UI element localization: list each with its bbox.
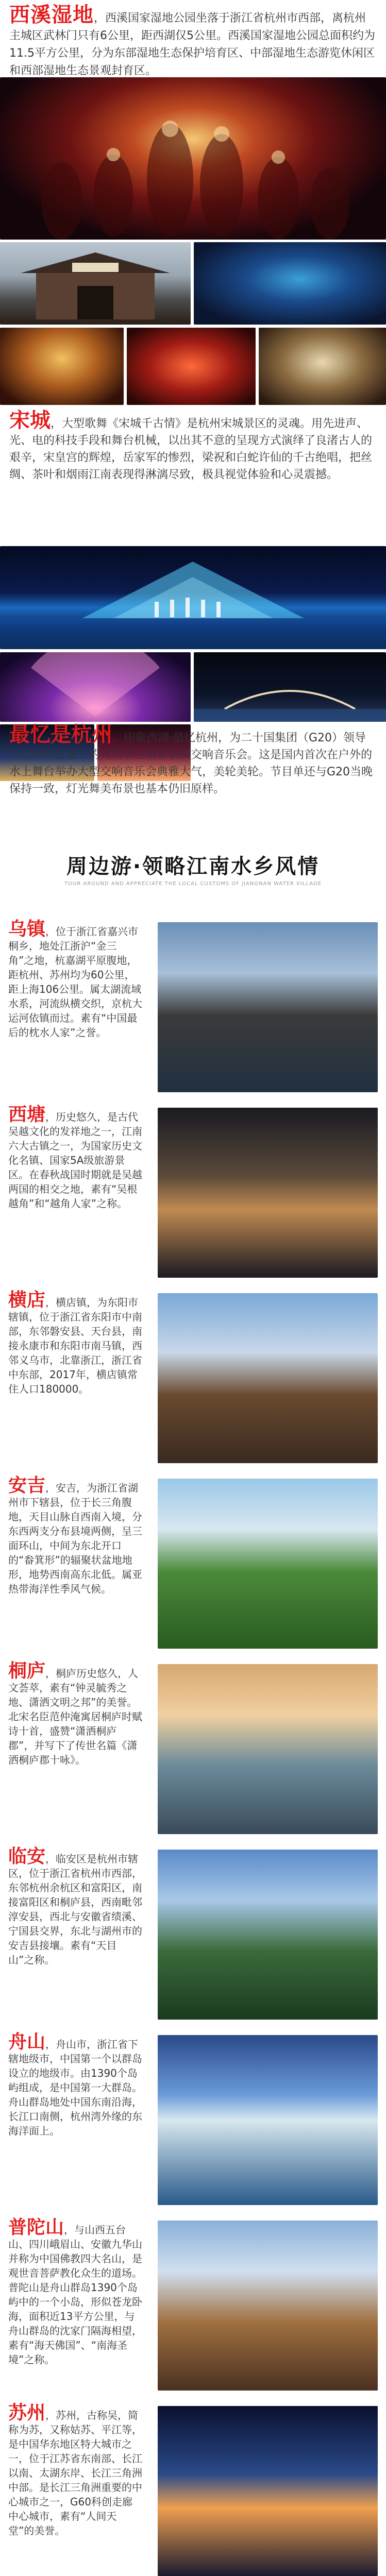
destination-item	[8, 1846, 378, 2025]
destination-text	[8, 1475, 142, 1596]
songcheng-title: 宋城	[9, 409, 51, 432]
destination-photo	[158, 922, 378, 1092]
destination-photo	[158, 1479, 378, 1649]
destination-item	[8, 2217, 378, 2396]
destination-description: ，苏州，古称吴，简称为苏，又称姑苏、平江等，是中国华东地区特大城市之一，位于江苏省东南部、长江以南、太湖东岸、长江三角洲中部。是长江三角洲重要的中心城市之一，G60科创走廊中心城市，素有“人间天堂”的美誉。	[8, 2409, 142, 2537]
zuiyi-title: 最忆是杭州	[9, 723, 112, 747]
destination-name: 舟山	[8, 2031, 46, 2053]
destination-name: 安吉	[8, 1475, 46, 1496]
destination-list	[0, 919, 386, 2576]
destination-name: 普陀山	[8, 2217, 64, 2238]
zuiyi-blue-water-stage	[0, 546, 386, 649]
destination-item	[8, 919, 378, 1097]
destination-description: ，历史悠久，是古代吴越文化的发祥地之一，江南六大古镇之一，为国家历史文化名镇、国家5A级旅游景区。在春秋战国时期就是吴越两国的相交之地，素有“吴根越角”和“越角人家”之称。	[8, 1111, 142, 1210]
water-stage-graphic	[0, 546, 386, 649]
destination-text	[8, 2031, 142, 2138]
destination-name: 横店	[8, 1290, 46, 1311]
zuiyi-description: ，印象西湖·最忆杭州，为二十国集团（G20）领导人杭州峰会量上的大型水上情景表演交响音乐会。这是国内首次在户外的水上舞台举办大型交响音乐会典雅大气，美轮美轮。节目单还与G20当晚保持一致，灯光舞美布景也基本仍旧原样。	[9, 732, 373, 795]
songcheng-description: ，大型歌舞《宋城千古情》是杭州宋城景区的灵魂。用先进声、光、电的科技手段和舞台机械，以出其不意的呈现方式演绎了良渚古人的艰辛，宋皇宫的辉煌，岳家军的惨烈，梁祝和白蛇许仙的千古绝唱，把丝绸、茶叶和烟雨江南表现得淋漓尽致，极具视觉体验和心灵震撼。	[9, 417, 373, 481]
destination-item	[8, 1290, 378, 1468]
destination-photo	[158, 2221, 378, 2391]
destination-description: ，临安区是杭州市辖区，位于浙江省杭州市西部，东邻杭州余杭区和富阳区，南接富阳区和桐庐县，西南毗邻淳安县，西北与安徽省绩溪、宁国县交界，东北与湖州市的安吉县接壤。素有“天目山”之称。	[8, 1853, 142, 1966]
destination-item	[8, 2402, 378, 2576]
destination-photo	[158, 2406, 378, 2576]
destination-photo	[158, 1293, 378, 1463]
destination-photo	[158, 1108, 378, 1278]
destination-text	[8, 1104, 142, 1211]
zuiyi-paragraph-main	[9, 723, 377, 798]
destination-description: ，桐庐历史悠久，人文荟萃，素有“钟灵毓秀之地、潇洒文明之邦”的美誉。北宋名臣范仲淹寓居桐庐时赋诗十首，盛赞“潇洒桐庐郡”，并写下了传世名篇《潇洒桐庐郡十咏》。	[8, 1667, 142, 1766]
destination-description: ，横店镇，为东阳市辖镇，位于浙江省东阳市中南部，东邻磐安县、天台县，南接永康市和东阳市南马镇，西邻义乌市，北靠浙江，浙江省中东部，2017年，横店镇常住人口180000。	[8, 1296, 142, 1395]
destination-description: ，位于浙江省嘉兴市桐乡，地处江浙沪“金三角”之地，杭嘉湖平原腹地，距杭州、苏州均为60公里，距上海106公里。属太湖流域水系，河流纵横交织，京杭大运河依镇而过。素有“中国最后的枕水人家”之誉。	[8, 925, 142, 1039]
destination-name: 桐庐	[8, 1660, 46, 1682]
xixi-description: ，西溪国家湿地公园坐落于浙江省杭州市西部，离杭州主城区武林门只有6公里，距西湖仅5公里。西溪国家湿地公园总面积约为11.5平方公里，分为东部湿地生态保护培育区、中部湿地生态游览休闲区和西部湿地生态景观封育区。	[9, 12, 375, 77]
destination-text	[8, 1846, 142, 1967]
bridge-graphic	[194, 652, 386, 722]
xixi-title: 西溪湿地	[9, 3, 94, 27]
destination-text	[8, 2402, 142, 2538]
destination-text	[8, 2217, 142, 2367]
destination-photo	[158, 1850, 378, 2020]
destination-name: 乌镇	[8, 919, 46, 940]
fan-graphic	[0, 652, 191, 722]
destination-item	[8, 1104, 378, 1283]
destination-text	[8, 1660, 142, 1767]
destination-description: ，舟山市，浙江省下辖地级市，中国第一个以群岛设立的地级市。由1390个岛屿组成，是中国第一大群岛。舟山群岛地处中国东南沿海，长江口南侧，杭州湾外缘的东海洋面上。	[8, 2038, 142, 2137]
region-heading	[0, 850, 386, 907]
region-heading-subtitle: TOUR AROUND AND APPRECIATE THE LOCAL CUSTOMS OF JIANGNAN WATER VILLAGE	[64, 881, 322, 887]
destination-name: 西塘	[8, 1104, 46, 1125]
destination-item	[8, 2031, 378, 2210]
destination-text	[8, 919, 142, 1040]
destination-name: 临安	[8, 1846, 46, 1867]
zuiyi-fan-photo	[0, 652, 191, 722]
region-heading-title: 周边游·领略江南水乡风情	[66, 855, 320, 878]
destination-name: 苏州	[8, 2402, 46, 2424]
destination-text	[8, 1290, 142, 1396]
destination-photo	[158, 2035, 378, 2205]
destination-photo	[158, 1664, 378, 1834]
zuiyi-bridge-photo	[194, 652, 386, 722]
destination-description: ，安吉，为浙江省湖州市下辖县，位于长三角腹地，天目山脉自西南入境，分东西两支分布县境两侧，呈三面环山，中间为东北开口的“畚箕形”的辐聚状盆地地形，地势西南高东北低。属亚热带海洋性季风气候。	[8, 1482, 142, 1595]
destination-description: ，与山西五台山、四川峨眉山、安徽九华山并称为中国佛教四大名山，是观世音菩萨教化众生的道场。普陀山是舟山群岛1390个岛屿中的一个小岛，形似苍龙卧海，面积近13平方公里，与舟山群岛的沈家门隔海相望，素有“海天佛国”、“南海圣境”之称。	[8, 2224, 142, 2366]
destination-item	[8, 1475, 378, 1654]
destination-item	[8, 1660, 378, 1839]
